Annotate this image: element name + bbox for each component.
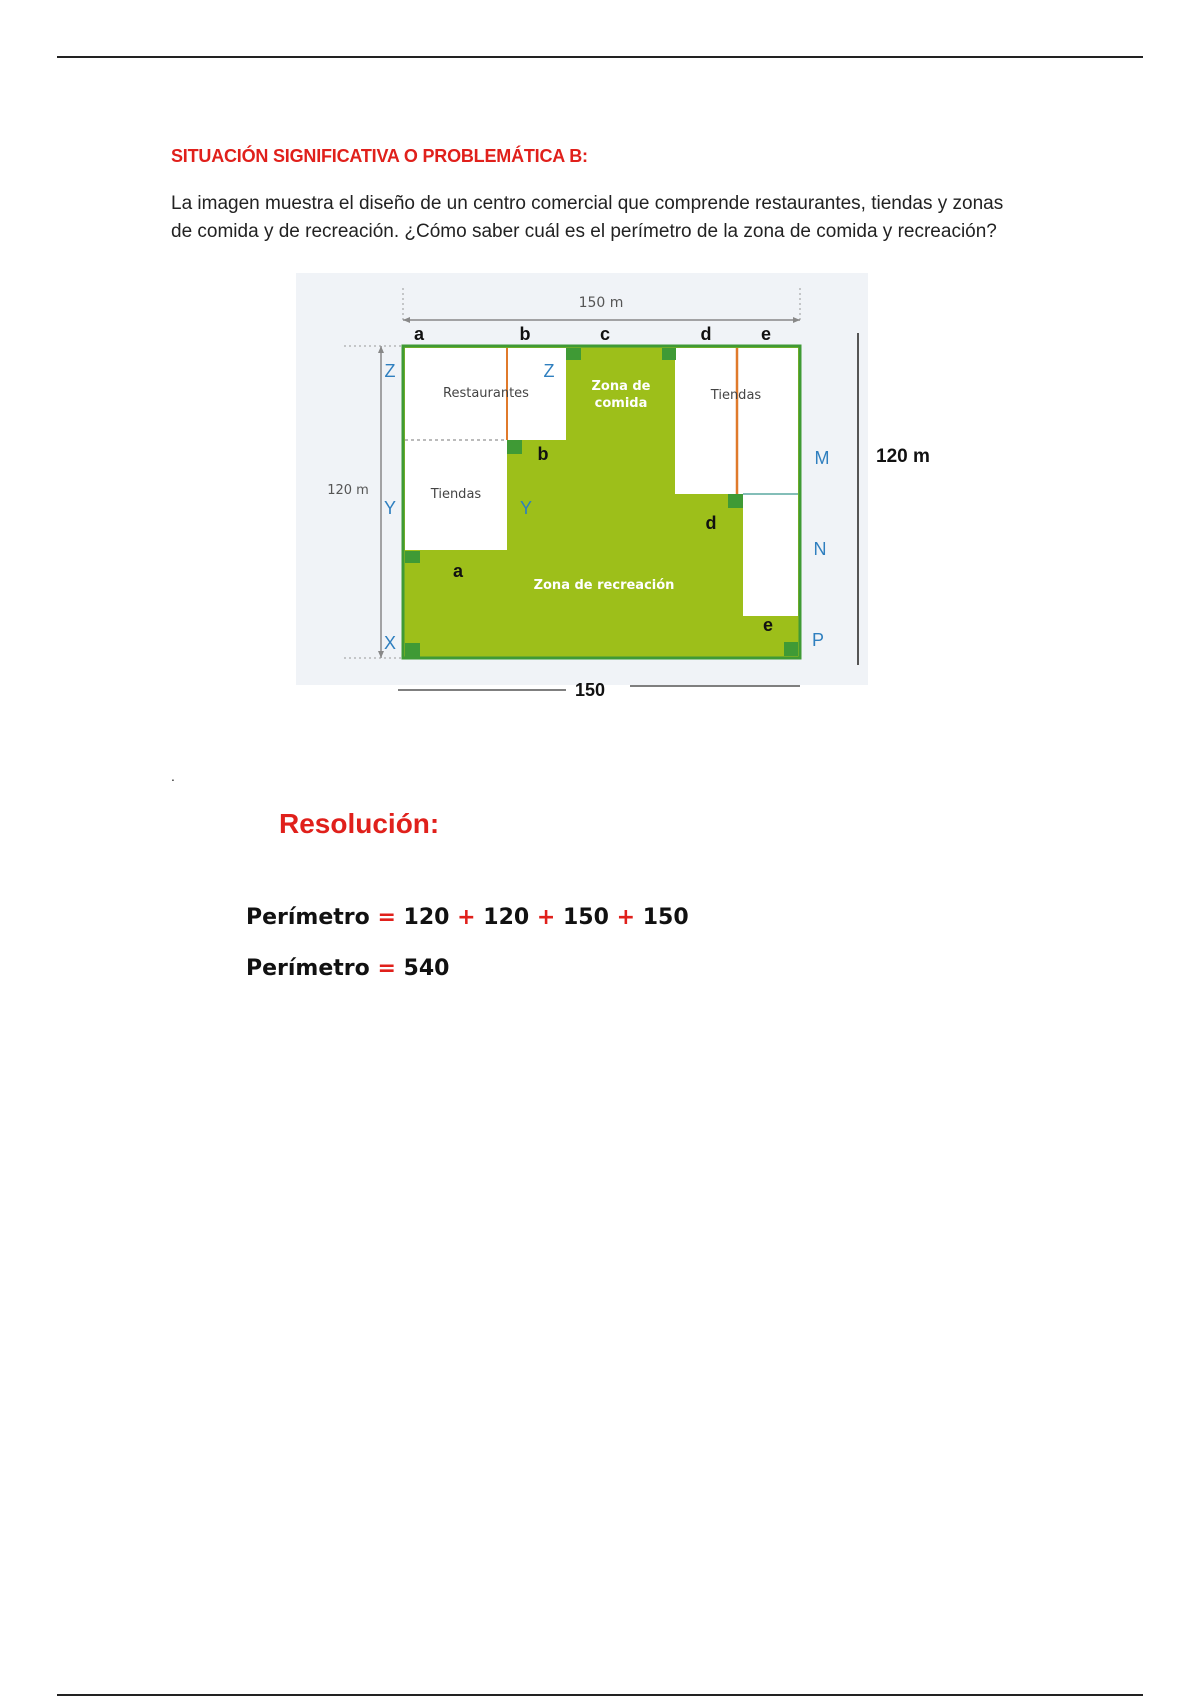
top-letter-e: e xyxy=(760,324,772,344)
top-rule xyxy=(57,56,1143,58)
eq2-lhs: Perímetro xyxy=(246,956,370,981)
eq1-term-2: 120 xyxy=(483,905,530,930)
eq1-plus-1: + xyxy=(457,905,476,930)
top-dimension: 150 m xyxy=(578,295,624,311)
inner-letter-z: Z xyxy=(543,361,555,381)
tiendas-right-label: Tiendas xyxy=(710,388,762,403)
right-letter-m: M xyxy=(814,448,830,468)
top-letter-b: b xyxy=(519,324,531,344)
eq1-plus-3: + xyxy=(616,905,636,930)
eq2-result: 540 xyxy=(403,956,450,981)
left-letter-x: X xyxy=(383,633,397,653)
statement-line-1: La imagen muestra el diseño de un centro comercial que comprende restaurantes, tiendas y zonas xyxy=(171,193,1004,214)
right-dimension: 120 m xyxy=(876,446,930,467)
left-letter-z: Z xyxy=(384,361,396,381)
top-letter-c: c xyxy=(599,324,611,344)
bottom-rule xyxy=(57,1694,1143,1696)
left-letter-y: Y xyxy=(383,498,397,518)
right-letter-p: P xyxy=(811,630,825,650)
eq1-term-3: 150 xyxy=(562,905,609,930)
inner-letter-a: a xyxy=(452,561,464,581)
resolution-title: Resolución: xyxy=(279,808,440,839)
inner-letter-y: Y xyxy=(519,498,533,518)
inner-letter-b: b xyxy=(537,444,549,464)
zona-comida-label-2: comida xyxy=(594,396,648,411)
problem-statement xyxy=(171,190,1071,246)
restaurantes-label: Restaurantes xyxy=(443,386,529,401)
bottom-dimension: 150 xyxy=(574,680,606,700)
eq1-term-1: 120 xyxy=(403,905,450,930)
zona-comida-label-1: Zona de xyxy=(591,379,651,394)
stray-dot: . xyxy=(171,768,175,784)
equation-1 xyxy=(246,905,689,930)
tiendas-left-label: Tiendas xyxy=(430,487,482,502)
eq1-equals: = xyxy=(377,905,396,930)
equation-2 xyxy=(246,956,449,981)
problem-heading: SITUACIÓN SIGNIFICATIVA O PROBLEMÁTICA B: xyxy=(171,146,588,166)
top-letter-d: d xyxy=(700,324,712,344)
top-letter-a: a xyxy=(413,324,425,344)
mall-diagram xyxy=(296,273,868,700)
inner-letter-d: d xyxy=(705,513,717,533)
eq1-plus-2: + xyxy=(536,905,556,930)
left-dimension: 120 m xyxy=(327,483,369,498)
eq1-lhs: Perímetro xyxy=(246,905,370,930)
statement-line-2: de comida y de recreación. ¿Cómo saber cuál es el perímetro de la zona de comida y recreación? xyxy=(171,221,997,242)
zona-recreacion-label: Zona de recreación xyxy=(533,578,675,593)
eq2-equals: = xyxy=(377,956,396,981)
inner-letter-e: e xyxy=(762,615,774,635)
right-letter-n: N xyxy=(813,539,827,559)
eq1-term-4: 150 xyxy=(642,905,689,930)
